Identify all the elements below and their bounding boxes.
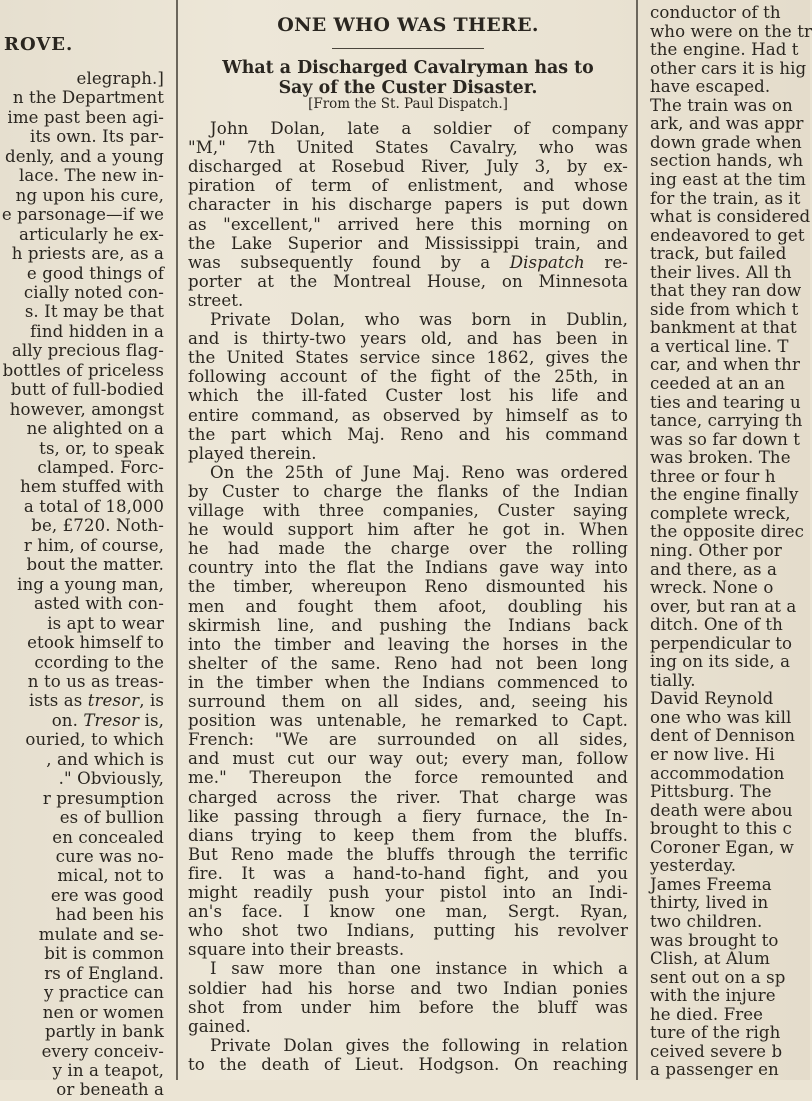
text-line: as "excellent," arrived here this morning on [188, 214, 628, 234]
text-line: bit is common [44, 944, 164, 964]
text-line: the opposite direc [650, 522, 805, 542]
text-line: for the train, as it [650, 188, 801, 208]
column-rule-left [176, 0, 178, 1080]
text-line: an's face. I know one man, Sergt. Ryan, [188, 902, 628, 922]
text-line: n the Department [12, 88, 164, 108]
text-line: elegraph.] [76, 69, 164, 88]
text-line: perpendicular to [650, 633, 793, 653]
text-line: en concealed [52, 827, 164, 847]
text-line: however, amongst [9, 399, 164, 419]
text-line: country into the flat the Indians gave way into [188, 558, 628, 578]
text-line: by Custer to charge the flanks of the Indian [188, 481, 628, 501]
text-line: he died. Free [650, 1004, 764, 1024]
left-column-heading: ROVE. [4, 34, 74, 55]
text-line: bout the matter. [26, 555, 164, 575]
text-line: and is thirty-two years old, and has been in [188, 329, 628, 349]
text-line: r presumption [42, 788, 164, 808]
text-line: side from which t [650, 299, 799, 319]
text-line: character in his discharge papers is put down [188, 195, 628, 215]
text-line: tially. [650, 670, 696, 690]
text-line: who were on the tr [650, 21, 812, 41]
text-line: , and which is [46, 749, 164, 769]
text-line: ing on its side, a [650, 652, 791, 672]
text-line: ime past been agi- [7, 107, 164, 127]
text-line: ceeded at an an [650, 374, 786, 393]
text-line: who shot two Indians, putting his revolver [188, 921, 628, 941]
article-subhead-2: Say of the Custer Disaster. [278, 78, 538, 98]
text-line: or beneath a [56, 1080, 164, 1100]
text-line: Private Dolan, who was born in Dublin, [210, 310, 628, 329]
text-line: entire command, as observed by himself as to [188, 405, 628, 425]
text-line: village with three companies, Custer saying [188, 501, 628, 520]
text-line: and there, as a [650, 559, 778, 579]
text-line: endeavored to get [650, 225, 805, 245]
text-line: the United States service since 1862, gives the [188, 348, 628, 368]
text-line: s. It may be that [24, 302, 164, 322]
text-line: sent out on a sp [650, 967, 786, 987]
text-line: clamped. Forc- [37, 458, 164, 477]
text-line: over, but ran at a [650, 596, 797, 616]
text-line: Private Dolan gives the following in relation [210, 1035, 628, 1055]
text-line: to the death of Lieut. Hodgson. On reaching [188, 1054, 628, 1074]
text-line: mical, not to [57, 866, 164, 886]
text-line: was so far down t [650, 429, 801, 449]
text-line: es of bullion [59, 808, 164, 828]
text-line: lace. The new in- [19, 166, 164, 186]
text-line: tance, carrying th [650, 411, 803, 431]
text-line: ere was good [50, 885, 164, 905]
text-line: like passing through a fiery furnace, the In- [188, 806, 628, 826]
text-line: might readily push your pistol into an Indi- [188, 883, 628, 902]
text-line: he would support him after he got in. When [188, 520, 628, 540]
text-line: n to us as treas- [27, 671, 164, 691]
text-line: bankment at that [650, 318, 797, 338]
text-line: which the ill-fated Custer lost his life and [188, 386, 628, 406]
text-line: street. [188, 290, 244, 310]
text-line: ditch. One of th [650, 615, 783, 635]
text-line: other cars it is hig [650, 58, 807, 78]
text-line: section hands, wh [650, 151, 804, 171]
text-line: ning. Other por [650, 540, 782, 560]
text-line: is apt to wear [47, 613, 164, 633]
text-line: ally precious flag- [11, 341, 164, 361]
text-line: yesterday. [650, 856, 737, 876]
text-line: men and fought them afoot, doubling his [188, 596, 628, 616]
text-line: have escaped. [650, 77, 771, 97]
text-line: the engine. Had t [650, 40, 799, 60]
text-line: be, £720. Noth- [31, 516, 164, 536]
text-line: er now live. Hi [650, 745, 775, 764]
text-line: etook himself to [27, 633, 164, 653]
text-line: thirty, lived in [650, 893, 769, 913]
article-credit: [From the St. Paul Dispatch.] [308, 96, 508, 112]
text-line: hem stuffed with [20, 477, 164, 497]
text-line: every conceiv- [41, 1041, 164, 1061]
text-line: y in a teapot, [52, 1060, 164, 1080]
article-subhead-1: What a Discharged Cavalryman has to [222, 58, 594, 78]
text-line: shelter of the same. Reno had not been long [188, 653, 628, 673]
text-line: Clish, at Alum [650, 949, 771, 969]
article-column [184, 0, 632, 1080]
text-line: that they ran dow [650, 281, 802, 301]
text-line: car, and when thr [650, 355, 800, 375]
text-line: played therein. [188, 443, 317, 463]
article-headline: ONE WHO WAS THERE. [277, 14, 539, 36]
text-line: nen or women [42, 1002, 164, 1022]
left-column [0, 0, 172, 1100]
text-line: he had made the charge over the rolling [188, 539, 628, 559]
text-line: ists as tresor, is [28, 691, 164, 711]
text-line: articularly he ex- [19, 224, 164, 244]
text-line: bottles of priceless [2, 360, 164, 380]
text-line: butt of full-bodied [10, 380, 164, 400]
text-line: charged across the river. That charge was [188, 787, 628, 807]
text-line: partly in bank [45, 1022, 164, 1042]
text-line: ne alighted on a [26, 419, 164, 439]
text-line: mulate and se- [38, 924, 164, 944]
text-line: in the timber when the Indians commenced to [188, 672, 628, 692]
text-line: e parsonage—if we [1, 205, 164, 225]
text-line: ." Obviously, [58, 769, 164, 789]
text-line: into the timber and leaving the horses in the [188, 634, 628, 654]
text-line: asted with con- [33, 594, 164, 614]
text-line: with the injure [650, 986, 776, 1006]
text-line: r him, of course, [23, 535, 164, 555]
text-line: two children. [650, 911, 763, 931]
text-line: discharged at Rosebud River, July 3, by ex- [188, 157, 628, 177]
text-line: track, but failed [650, 244, 787, 264]
text-line: a total of 18,000 [23, 496, 164, 516]
text-line: skirmish line, and pushing the Indians back [188, 615, 628, 635]
text-line: its own. Its par- [30, 127, 164, 147]
text-line: their lives. All th [650, 262, 792, 282]
text-line: cure was no- [55, 847, 164, 866]
text-line: me." Thereupon the force remounted and [188, 768, 628, 788]
text-line: piration of term of enlistment, and whose [188, 176, 628, 196]
text-line: dent of Dennison [650, 726, 796, 746]
text-line: ouried, to which [25, 730, 164, 750]
text-line: complete wreck, [650, 503, 791, 523]
text-line: ceived severe b [650, 1041, 783, 1061]
text-line: was broken. The [650, 448, 791, 468]
text-line: accommodation [650, 763, 785, 783]
text-line: a passenger en [650, 1060, 779, 1080]
text-line: dians trying to keep them from the bluffs. [188, 825, 628, 845]
text-line: rs of England. [44, 963, 164, 983]
text-line: cially noted con- [23, 282, 164, 302]
text-line: fire. It was a hand-to-hand fight, and you [188, 863, 628, 883]
text-line: e good things of [26, 263, 164, 283]
text-line: h priests are, as a [11, 244, 164, 264]
headline-rule [332, 48, 484, 49]
text-line: the engine finally [650, 485, 799, 505]
text-line: was brought to [650, 930, 779, 950]
text-line: James Freema [650, 874, 772, 894]
text-line: John Dolan, late a soldier of company [210, 119, 628, 138]
text-line: gained. [188, 1016, 251, 1036]
text-line: death were abou [650, 800, 793, 820]
text-line: "M," 7th United States Cavalry, who was [188, 138, 628, 158]
text-line: ture of the righ [650, 1023, 781, 1043]
text-line: and must cut our way out; every man, follow [188, 749, 628, 769]
text-line: brought to this c [650, 819, 792, 839]
text-line: Coroner Egan, w [650, 837, 794, 857]
text-line: on. Tresor is, [51, 710, 164, 730]
text-line: surround them on all sides, and, seeing his [188, 692, 628, 711]
text-line: conductor of th [650, 3, 781, 22]
text-line: ties and tearing u [650, 392, 801, 412]
text-line: ark, and was appr [650, 114, 804, 134]
text-line: shot from under him before the bluff was [188, 997, 628, 1017]
text-line: ing east at the tim [650, 169, 806, 189]
text-line: following account of the fight of the 25th, in [188, 367, 628, 387]
text-line: Pittsburg. The [650, 782, 772, 802]
text-line: position was untenable, he remarked to Capt. [188, 711, 628, 731]
text-line: I saw more than one instance in which a [210, 959, 628, 979]
text-line: porter at the Montreal House, on Minnesota [188, 271, 628, 291]
text-line: three or four h [650, 466, 776, 486]
text-line: But Reno made the bluffs through the terrific [188, 844, 628, 864]
text-line: David Reynold [650, 689, 774, 709]
text-line: a vertical line. T [650, 336, 789, 356]
text-line: denly, and a young [5, 146, 164, 166]
text-line: ccording to the [34, 652, 164, 672]
text-line: the part which Maj. Reno and his command [188, 424, 628, 444]
text-line: find hidden in a [30, 321, 164, 341]
text-line: y practice can [43, 983, 164, 1003]
text-line: French: "We are surrounded on all sides, [188, 730, 628, 750]
text-line: was subsequently found by a Dispatch re- [188, 252, 628, 272]
text-line: had been his [55, 905, 164, 925]
text-line: down grade when [650, 132, 802, 152]
text-line: On the 25th of June Maj. Reno was ordered [210, 462, 628, 482]
text-line: the Lake Superior and Mississippi train, and [188, 233, 628, 253]
text-line: square into their breasts. [188, 940, 405, 960]
text-line: wreck. None o [650, 578, 774, 598]
text-line: ing a young man, [17, 574, 164, 594]
text-line: ng upon his cure, [15, 185, 164, 205]
text-line: the timber, whereupon Reno dismounted his [188, 577, 628, 597]
right-column [644, 0, 810, 1080]
text-line: The train was on [650, 95, 793, 115]
text-line: one who was kill [650, 707, 792, 727]
text-line: soldier had his horse and two Indian ponies [188, 978, 628, 998]
text-line: ts, or, to speak [39, 438, 164, 458]
text-line: what is considered [650, 207, 811, 227]
column-rule-right [636, 0, 638, 1080]
